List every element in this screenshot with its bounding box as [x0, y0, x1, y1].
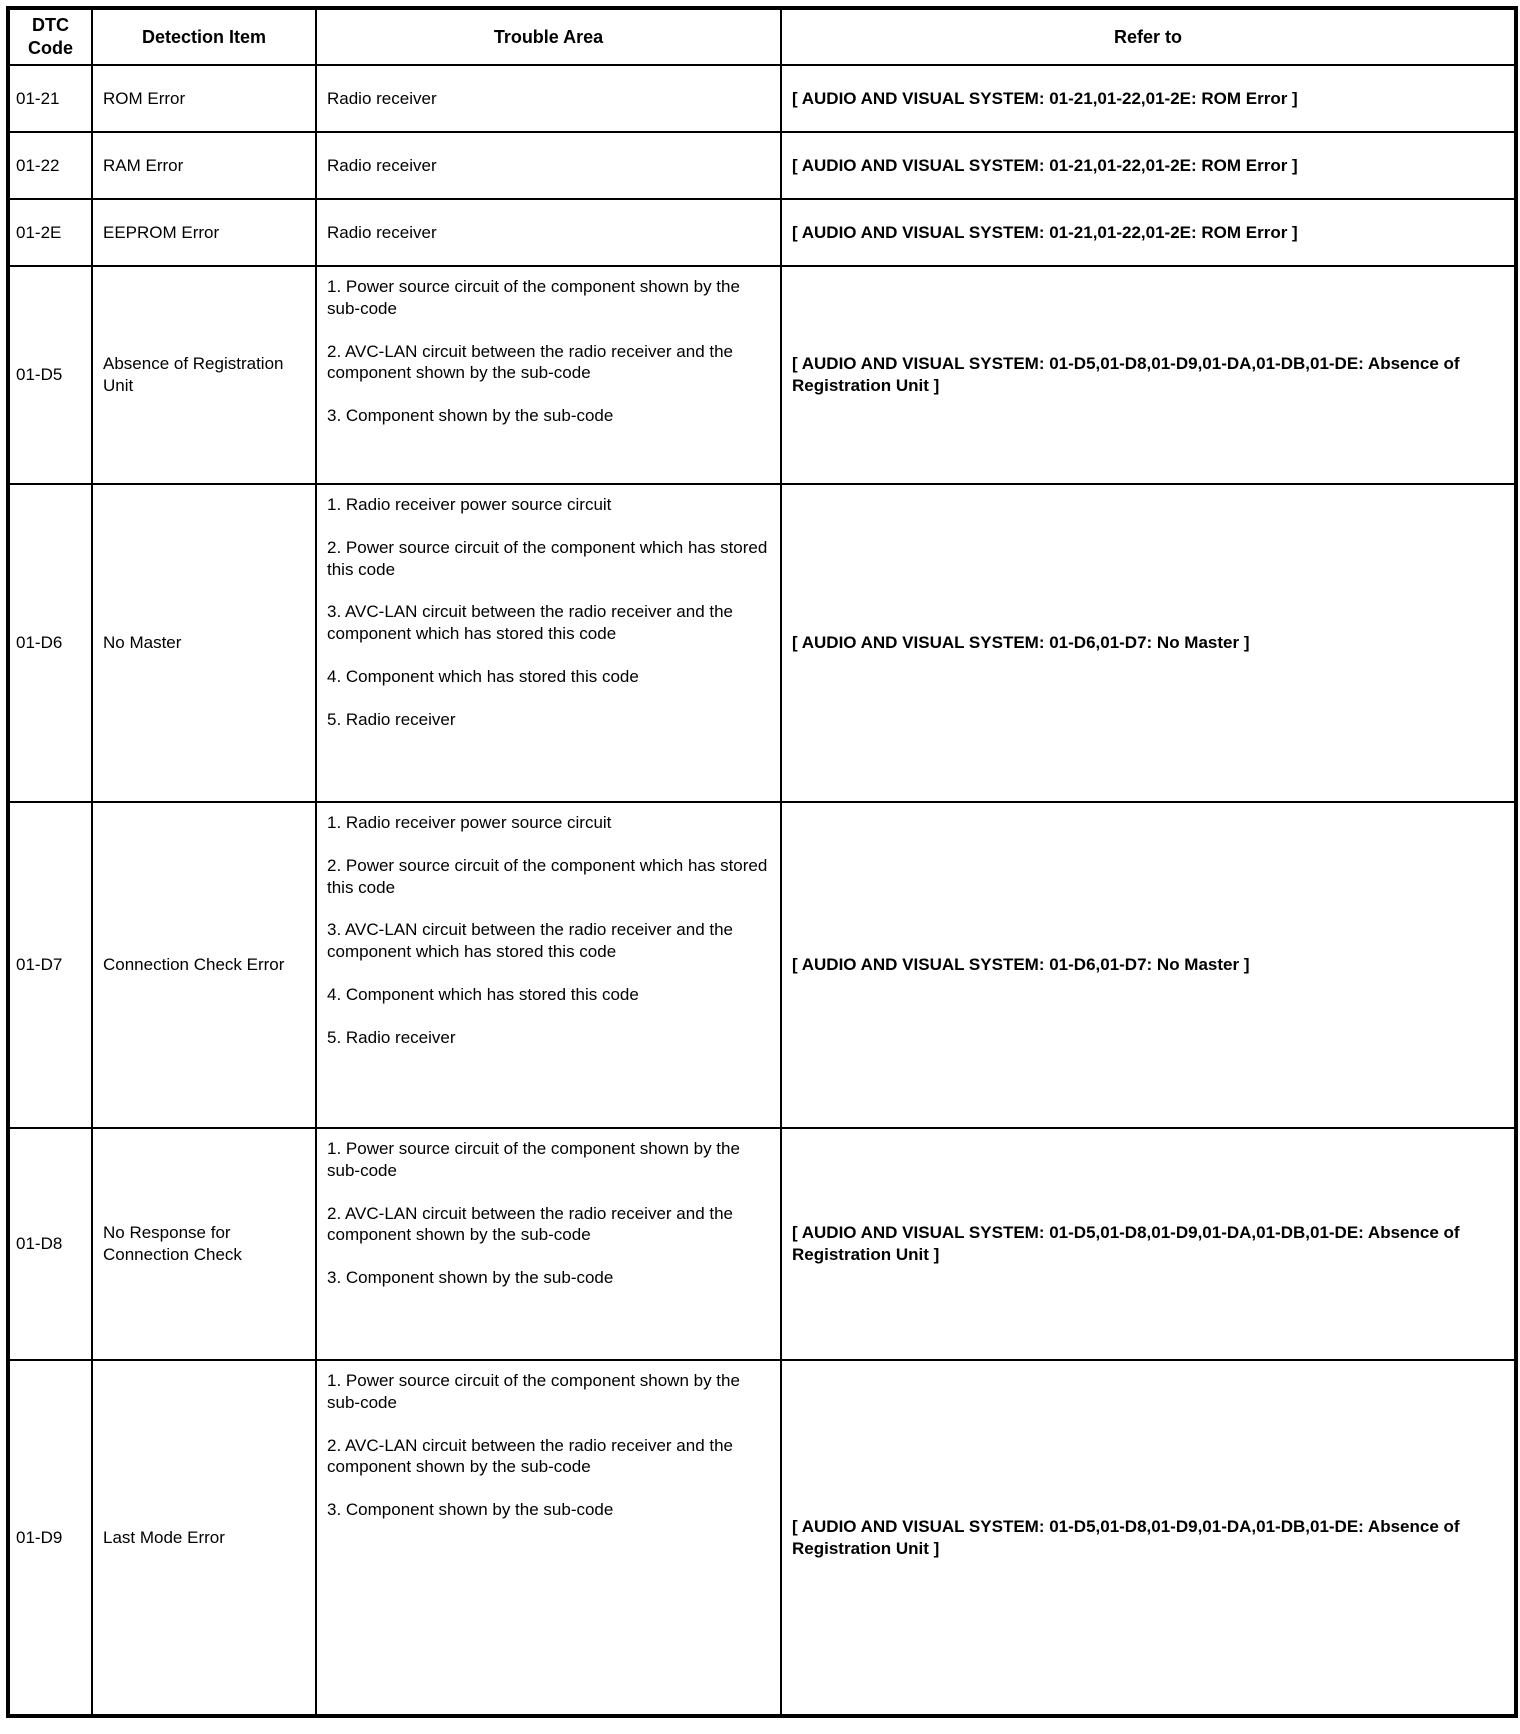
table-row: [8, 802, 1516, 1128]
cell-trouble-area: [316, 802, 781, 1128]
cell-trouble-area: [316, 484, 781, 802]
cell-trouble-area: [316, 1128, 781, 1360]
trouble-item: 3. Component shown by the sub-code: [327, 1268, 614, 1288]
cell-detection-item: RAM Error: [92, 132, 316, 199]
table-header-row: [8, 8, 1516, 65]
trouble-item: 2. Power source circuit of the component which has stored this code: [327, 855, 768, 897]
trouble-item: 2. AVC-LAN circuit between the radio receiver and the component shown by the sub-code: [327, 341, 734, 383]
trouble-item: 1. Power source circuit of the component shown by the sub-code: [327, 1139, 740, 1180]
cell-detection-item: No Master: [92, 484, 316, 802]
trouble-item: 3. Component shown by the sub-code: [327, 1500, 614, 1520]
table-row: [8, 484, 1516, 802]
cell-detection-item: ROM Error: [92, 65, 316, 132]
cell-dtc-code: 01-D8: [8, 1128, 92, 1360]
cell-trouble-area: [316, 65, 781, 132]
cell-dtc-code: 01-D7: [8, 802, 92, 1128]
trouble-item: 3. AVC-LAN circuit between the radio receiver and the component which has stored this code: [327, 602, 734, 644]
header-trouble-area: Trouble Area: [316, 8, 781, 65]
cell-trouble-area: [316, 132, 781, 199]
trouble-item: Radio receiver: [327, 222, 437, 242]
cell-refer-to: [ AUDIO AND VISUAL SYSTEM: 01-21,01-22,01-2E: ROM Error ]: [781, 199, 1516, 266]
cell-dtc-code: 01-21: [8, 65, 92, 132]
table-row: [8, 1360, 1516, 1716]
table-row: [8, 65, 1516, 132]
cell-trouble-area: [316, 1360, 781, 1716]
cell-refer-to: [ AUDIO AND VISUAL SYSTEM: 01-D6,01-D7: No Master ]: [781, 484, 1516, 802]
trouble-item: 5. Radio receiver: [327, 1027, 456, 1047]
trouble-item: 1. Radio receiver power source circuit: [327, 495, 612, 515]
cell-refer-to: [ AUDIO AND VISUAL SYSTEM: 01-21,01-22,01-2E: ROM Error ]: [781, 65, 1516, 132]
trouble-item: 2. AVC-LAN circuit between the radio receiver and the component shown by the sub-code: [327, 1203, 734, 1245]
trouble-item: 3. AVC-LAN circuit between the radio receiver and the component which has stored this code: [327, 920, 734, 962]
cell-detection-item: Connection Check Error: [92, 802, 316, 1128]
table-row: [8, 266, 1516, 484]
cell-refer-to: [ AUDIO AND VISUAL SYSTEM: 01-D6,01-D7: No Master ]: [781, 802, 1516, 1128]
trouble-item: 1. Power source circuit of the component shown by the sub-code: [327, 277, 740, 318]
trouble-item: 1. Power source circuit of the component shown by the sub-code: [327, 1371, 740, 1412]
table-row: [8, 199, 1516, 266]
trouble-item: 2. AVC-LAN circuit between the radio receiver and the component shown by the sub-code: [327, 1435, 734, 1477]
trouble-item: 2. Power source circuit of the component which has stored this code: [327, 537, 768, 579]
trouble-item: Radio receiver: [327, 155, 437, 175]
cell-detection-item: Last Mode Error: [92, 1360, 316, 1716]
trouble-item: 5. Radio receiver: [327, 709, 456, 729]
cell-trouble-area: [316, 199, 781, 266]
cell-detection-item: Absence of Registration Unit: [92, 266, 316, 484]
trouble-item: 3. Component shown by the sub-code: [327, 406, 614, 426]
cell-dtc-code: 01-D6: [8, 484, 92, 802]
cell-dtc-code: 01-2E: [8, 199, 92, 266]
header-detection-item: Detection Item: [92, 8, 316, 65]
header-dtc-code: DTC Code: [8, 8, 92, 65]
cell-detection-item: No Response for Connection Check: [92, 1128, 316, 1360]
cell-refer-to: [ AUDIO AND VISUAL SYSTEM: 01-21,01-22,01-2E: ROM Error ]: [781, 132, 1516, 199]
cell-refer-to: [ AUDIO AND VISUAL SYSTEM: 01-D5,01-D8,01-D9,01-DA,01-DB,01-DE: Absence of Registration Unit ]: [781, 1360, 1516, 1716]
trouble-item: 4. Component which has stored this code: [327, 666, 639, 686]
header-refer-to: Refer to: [781, 8, 1516, 65]
cell-dtc-code: 01-D5: [8, 266, 92, 484]
trouble-item: 4. Component which has stored this code: [327, 984, 639, 1004]
cell-refer-to: [ AUDIO AND VISUAL SYSTEM: 01-D5,01-D8,01-D9,01-DA,01-DB,01-DE: Absence of Registration Unit ]: [781, 266, 1516, 484]
cell-trouble-area: [316, 266, 781, 484]
cell-dtc-code: 01-22: [8, 132, 92, 199]
table-row: [8, 132, 1516, 199]
table-row: [8, 1128, 1516, 1360]
cell-refer-to: [ AUDIO AND VISUAL SYSTEM: 01-D5,01-D8,01-D9,01-DA,01-DB,01-DE: Absence of Registration Unit ]: [781, 1128, 1516, 1360]
trouble-item: Radio receiver: [327, 88, 437, 108]
cell-dtc-code: 01-D9: [8, 1360, 92, 1716]
trouble-item: 1. Radio receiver power source circuit: [327, 813, 612, 833]
dtc-table: [6, 6, 1518, 1718]
cell-detection-item: EEPROM Error: [92, 199, 316, 266]
